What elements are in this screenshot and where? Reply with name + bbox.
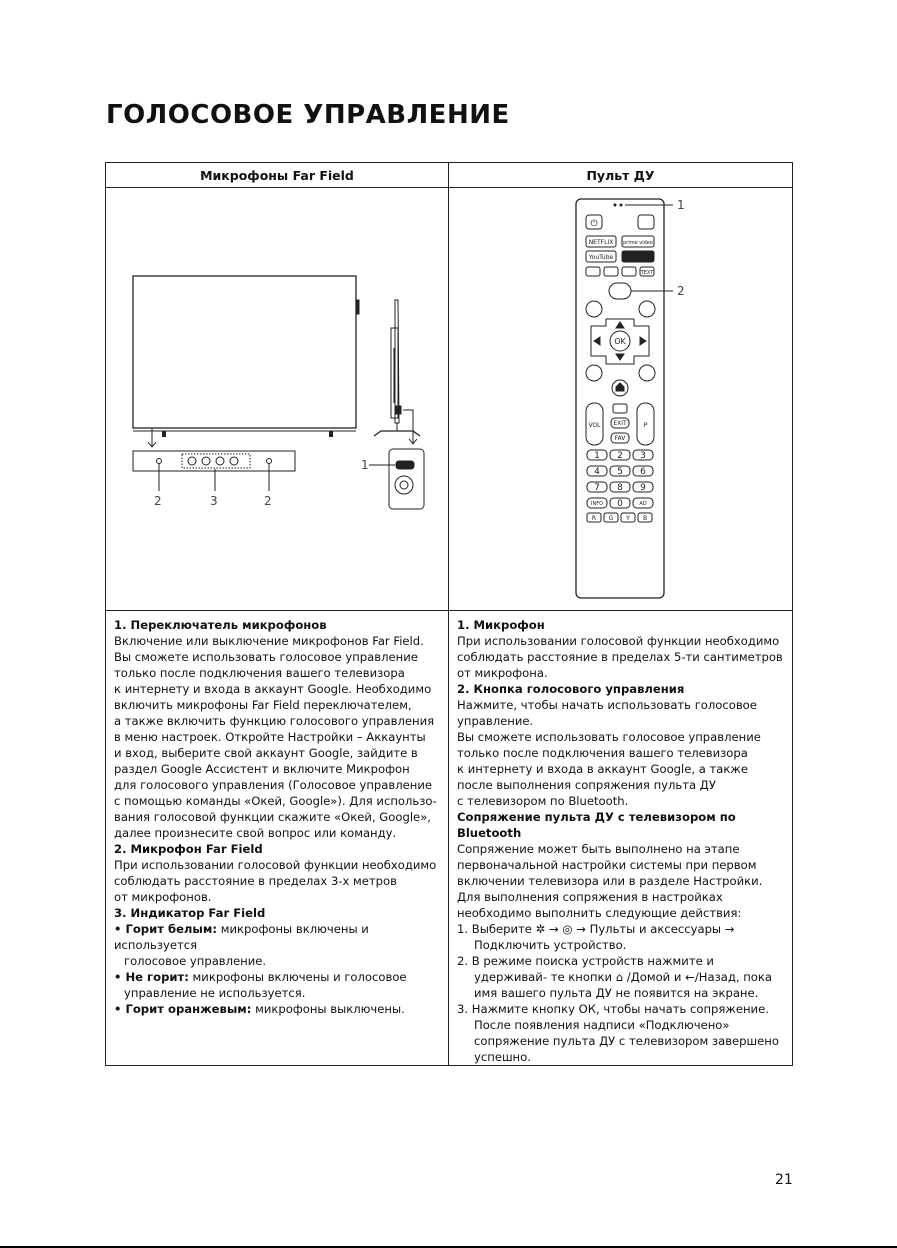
digit-8: 8 — [617, 483, 623, 493]
text-line: соблюдать расстояние в пределах 5-ти сантиметров — [457, 650, 783, 664]
remote-control-diagram — [449, 188, 792, 606]
text-line: управление не используется. — [124, 986, 306, 1000]
text-line — [114, 921, 440, 953]
vol-label: VOL — [588, 422, 601, 429]
text-line: и вход, выберите свой аккаунт Google, зайдите в — [114, 746, 418, 760]
text-line: только после подключения вашего телевизора — [457, 746, 748, 760]
remote-callout-1: 1 — [677, 198, 685, 212]
right-description — [449, 611, 793, 1066]
text-line: включении телевизора или в разделе Настройки. — [457, 874, 763, 888]
exit-label: EXIT — [613, 420, 627, 427]
text-line: При использовании голосовой функции необходимо — [457, 634, 780, 648]
text-line: в меню настроек. Откройте Настройки – Аккаунты — [114, 730, 426, 744]
text-line: 3. Индикатор Far Field — [114, 906, 266, 920]
text-line: 1. Переключатель микрофонов — [114, 618, 327, 632]
page-title: ГОЛОСОВОЕ УПРАВЛЕНИЕ — [106, 100, 510, 130]
color-g: G — [608, 515, 614, 522]
digit-1: 1 — [594, 451, 600, 461]
text-line: Вы сможете использовать голосовое управление — [457, 730, 761, 744]
p-label: P — [643, 422, 648, 429]
netflix-label: NETFLIX — [588, 239, 614, 246]
text-line — [114, 969, 440, 985]
text-line: управление. — [457, 714, 534, 728]
voice-button — [609, 283, 631, 299]
info-label: INFO — [590, 501, 604, 507]
bullet-text: микрофоны включены и голосовое — [188, 970, 407, 984]
text-line: для голосового управления (Голосовое управление — [114, 778, 433, 792]
left-description — [106, 611, 449, 1066]
fav-label: FAV — [614, 435, 626, 442]
text-line: голосовое управление. — [124, 954, 267, 968]
text-line: к интернету и входа в аккаунт Google, а также — [457, 762, 748, 776]
text-line: к интернету и входа в аккаунт Google. Необходимо — [114, 682, 432, 696]
text-line: 2. Кнопка голосового управления — [457, 682, 685, 696]
prime-label: prime video — [623, 240, 653, 246]
text-line: после выполнения сопряжения пульта ДУ — [457, 778, 716, 792]
text-line: При использовании голосовой функции необходимо — [114, 858, 437, 872]
digit-3: 3 — [640, 451, 646, 461]
ok-label: OK — [614, 337, 626, 346]
callout-label-2a: 2 — [154, 494, 162, 508]
text-line: Для выполнения сопряжения в настройках — [457, 890, 723, 904]
remote-figure-cell — [449, 188, 793, 611]
color-r: R — [591, 515, 597, 522]
page-number: 21 — [775, 1172, 793, 1188]
text-line: первоначальной настройки системы при первом — [457, 858, 757, 872]
digit-9: 9 — [640, 483, 646, 493]
text-label: TEXT — [640, 270, 654, 276]
text-line: Включение или выключение микрофонов Far Field. — [114, 634, 424, 648]
text-line: Сопряжение может быть выполнено на этапе — [457, 842, 740, 856]
text-line: от микрофонов. — [114, 890, 212, 904]
text-line — [114, 1001, 440, 1017]
text-line: только после подключения вашего телевизора — [114, 666, 405, 680]
right-column-header: Пульт ДУ — [449, 163, 793, 188]
text-line: Нажмите, чтобы начать использовать голосовое — [457, 698, 757, 712]
bullet-text: микрофоны включены и используется — [114, 922, 369, 952]
bullet-text: микрофоны выключены. — [251, 1002, 405, 1016]
bullet-lead: • Горит оранжевым: — [114, 1002, 252, 1016]
color-b: B — [642, 515, 648, 522]
left-column-header: Микрофоны Far Field — [106, 163, 449, 188]
digit-2: 2 — [617, 451, 623, 461]
text-line: с помощью команды «Окей, Google»). Для использо- — [114, 794, 437, 808]
far-field-microphones-diagram — [106, 188, 448, 606]
youtube-label: YouTube — [588, 254, 614, 261]
text-line: 1. Микрофон — [457, 618, 545, 632]
color-y: Y — [626, 515, 630, 522]
text-line: включить микрофоны Far Field переключателем, — [114, 698, 412, 712]
text-line: от микрофона. — [457, 666, 548, 680]
text-line: 1. Выберите ✲ → ◎ → Пульты и аксессуары → Подключить устройство. — [457, 922, 735, 952]
digit-4: 4 — [594, 467, 600, 477]
text-line: необходимо выполнить следующие действия: — [457, 906, 742, 920]
voice-control-table — [105, 162, 793, 1066]
bullet-lead: • Горит белым: — [114, 922, 218, 936]
tv-front — [133, 276, 356, 428]
text-line: а также включить функцию голосового управления — [114, 714, 435, 728]
text-line: 2. В режиме поиска устройств нажмите и удерживай- те кнопки ⌂ /Домой и ←/Назад, пока имя вашего пульта ДУ не появится на экране. — [457, 954, 773, 1000]
text-line: вания голосовой функции скажите «Окей, Google», — [114, 810, 431, 824]
digit-0: 0 — [617, 499, 623, 509]
svg-text:⏻: ⏻ — [590, 219, 598, 229]
far-field-figure-cell — [106, 188, 449, 611]
text-line: раздел Google Ассистент и включите Микрофон — [114, 762, 410, 776]
text-line: далее произнесите свой вопрос или команду. — [114, 826, 397, 840]
remote-callout-2: 2 — [677, 284, 685, 298]
text-line: 3. Нажмите кнопку ОК, чтобы начать сопряжение. После появления надписи «Подключено» сопряжение пульта ДУ с телевизором завершено успешно. — [457, 1002, 779, 1064]
digit-7: 7 — [594, 483, 600, 493]
digit-6: 6 — [640, 467, 646, 477]
mic-switch-zoom — [389, 449, 424, 509]
bullet-lead: • Не горит: — [114, 970, 189, 984]
text-line: с телевизором по Bluetooth. — [457, 794, 629, 808]
text-line: Вы сможете использовать голосовое управление — [114, 650, 418, 664]
text-line: соблюдать расстояние в пределах 3-х метров — [114, 874, 397, 888]
callout-label-2b: 2 — [264, 494, 272, 508]
text-line: 2. Микрофон Far Field — [114, 842, 263, 856]
text-line: Сопряжение пульта ДУ с телевизором по Bluetooth — [457, 810, 736, 840]
callout-label-1: 1 — [361, 458, 369, 472]
digit-5: 5 — [617, 467, 623, 477]
callout-label-3: 3 — [210, 494, 218, 508]
ad-label: AD — [639, 501, 647, 507]
